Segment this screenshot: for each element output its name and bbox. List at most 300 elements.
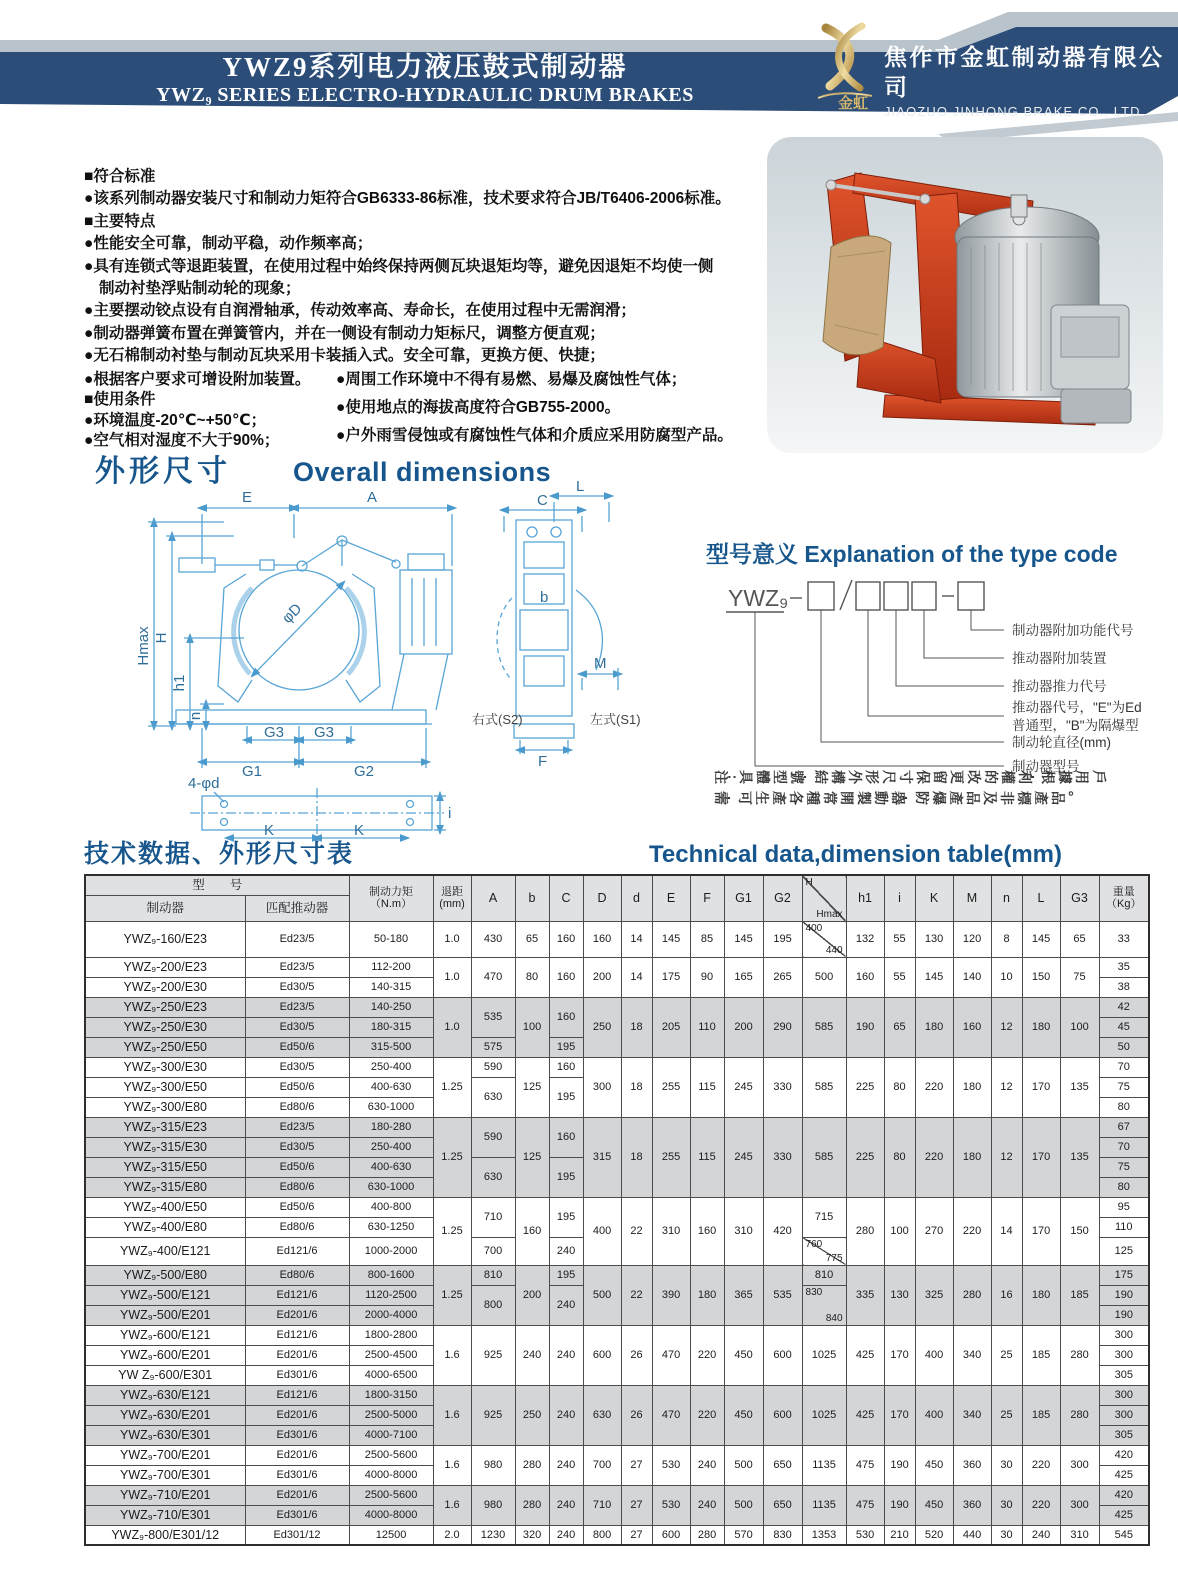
table-cell: 500 <box>802 957 846 997</box>
table-cell: 190 <box>1099 1305 1149 1325</box>
table-cell: Ed23/5 <box>245 1117 349 1137</box>
dim-G1: G1 <box>242 763 263 780</box>
rotated-char: , <box>901 796 918 803</box>
table-cell: 160 <box>549 997 583 1037</box>
table-cell: 1.25 <box>433 1117 471 1197</box>
table-cell: 100 <box>515 997 549 1057</box>
table-cell: 2500-5000 <box>349 1405 433 1425</box>
model-cell: YWZ₉-250/E23 <box>85 997 245 1017</box>
table-cell: 320 <box>515 1525 549 1545</box>
table-cell: 180 <box>915 997 953 1057</box>
table-cell: 650 <box>763 1445 802 1485</box>
table-cell: 180-315 <box>349 1017 433 1037</box>
table-cell: 425 <box>1099 1465 1149 1485</box>
th-Hmax: Hmax <box>816 908 843 920</box>
table-cell: 145 <box>724 921 763 957</box>
intro-line: ●根据客户要求可增设附加装置。 <box>84 370 311 388</box>
table-cell: 190 <box>846 997 884 1057</box>
table-cell: 535 <box>471 997 515 1037</box>
table-cell: 220 <box>690 1385 724 1445</box>
table-cell: 585 <box>802 997 846 1057</box>
intro-line: ●使用地点的海拔高度符合GB755-2000。 <box>336 398 621 416</box>
model-cell: YWZ₉-500/E121 <box>85 1285 245 1305</box>
table-cell: 600 <box>763 1385 802 1445</box>
dim-b: b <box>540 589 549 606</box>
typecode-diagram <box>706 566 1176 778</box>
intro-lines <box>84 166 776 368</box>
typecode-label-model: 制动器型号 <box>1012 759 1080 774</box>
table-cell: Ed301/6 <box>245 1425 349 1445</box>
table-cell: 1025 <box>802 1385 846 1445</box>
table-cell: 1353 <box>802 1525 846 1545</box>
table-cell: 4000-6500 <box>349 1365 433 1385</box>
typecode-prefix: YWZ₉ <box>728 585 789 611</box>
th-L: L <box>1022 875 1060 921</box>
table-cell: 315 <box>583 1117 621 1197</box>
table-cell: 1.0 <box>433 957 471 997</box>
company-name-en: JIAOZUO JINHONG BRAKE CO., LTD. <box>884 104 1146 119</box>
table-cell: 630-1250 <box>349 1217 433 1237</box>
table-row <box>85 957 1149 977</box>
table-cell: 75 <box>1099 1157 1149 1177</box>
table-cell: 500 <box>724 1445 763 1485</box>
title-english: YWZ₉ SERIES ELECTRO-HYDRAULIC DRUM BRAKES <box>156 84 694 106</box>
dim-h1: h1 <box>171 674 188 692</box>
rotated-char: 寸 <box>897 770 914 787</box>
table-cell: 240 <box>690 1485 724 1525</box>
table-cell: 30 <box>991 1525 1022 1545</box>
model-cell: YWZ₉-700/E301 <box>85 1465 245 1485</box>
th-A: A <box>471 875 515 921</box>
table-cell: 1025 <box>802 1325 846 1385</box>
table-cell: 340 <box>953 1325 991 1385</box>
rotated-char: 據 <box>1057 770 1074 787</box>
th-h1: h1 <box>846 875 884 921</box>
table-cell: 1.25 <box>433 1197 471 1265</box>
table-cell: 180-280 <box>349 1117 433 1137</box>
table-cell: 255 <box>652 1057 690 1117</box>
table-cell: 65 <box>1060 921 1099 957</box>
dim-F: F <box>538 753 548 770</box>
rotated-char: 號 <box>788 770 805 787</box>
intro-line: ●周围工作环境中不得有易燃、易爆及腐蚀性气体； <box>336 370 687 388</box>
table-cell: 450 <box>724 1385 763 1445</box>
table-cell: 310 <box>724 1197 763 1265</box>
intro-line: ●具有连锁式等退距装置，在使用过程中始终保持两侧瓦块退矩均等，避免因退矩不均使一侧 <box>84 257 714 275</box>
table-cell: 140 <box>953 957 991 997</box>
table-cell: 300 <box>1060 1445 1099 1485</box>
table-cell: 45 <box>1099 1017 1149 1037</box>
table-cell: 290 <box>763 997 802 1057</box>
intro-left-column <box>84 370 336 454</box>
table-cell: Ed301/6 <box>245 1505 349 1525</box>
table-cell: 715 <box>802 1197 846 1237</box>
dim-L: L <box>576 478 585 495</box>
table-cell: 240 <box>549 1325 583 1385</box>
table-cell: 630 <box>471 1157 515 1197</box>
table-cell-diagonal <box>802 921 846 957</box>
rotated-char: 形 <box>863 770 880 787</box>
table-cell: 12 <box>991 997 1022 1057</box>
diag-lower-value: 840 <box>825 1312 843 1324</box>
table-cell: Ed80/6 <box>245 1217 349 1237</box>
table-cell: 305 <box>1099 1425 1149 1445</box>
table-cell: 4000-8000 <box>349 1505 433 1525</box>
dim-A: A <box>367 489 378 506</box>
table-cell: 250 <box>583 997 621 1057</box>
dim-phiD: φD <box>278 600 306 627</box>
label-right-style: 右式(S2) <box>472 712 523 727</box>
table-cell: 80 <box>884 1057 915 1117</box>
dimension-drawing <box>84 478 684 846</box>
table-cell: 125 <box>515 1117 549 1197</box>
dim-Hmax: Hmax <box>135 626 152 666</box>
table-cell: 585 <box>802 1117 846 1197</box>
table-cell: 475 <box>846 1485 884 1525</box>
table-cell: Ed201/6 <box>245 1345 349 1365</box>
th-retreat <box>433 875 471 921</box>
dim-Kb: K <box>354 822 365 839</box>
table-cell: 160 <box>549 1117 583 1157</box>
intro-columns <box>84 370 776 454</box>
table-cell: Ed121/6 <box>245 1325 349 1345</box>
table-cell: 14 <box>621 957 652 997</box>
th-G3: G3 <box>1060 875 1099 921</box>
table-cell: 240 <box>549 1485 583 1525</box>
typecode-label-attachment: 推动器附加装置 <box>1012 651 1107 666</box>
diag-upper-value: 830 <box>805 1286 823 1298</box>
table-cell: 250 <box>515 1385 549 1445</box>
table-cell: 165 <box>724 957 763 997</box>
th-K: K <box>915 875 953 921</box>
table-cell: 470 <box>652 1385 690 1445</box>
table-cell: 195 <box>549 1077 583 1117</box>
table-cell: 160 <box>953 997 991 1057</box>
table-cell: 440 <box>953 1525 991 1545</box>
typecode-label-pushercode-2: 普通型，"B"为隔爆型 <box>1012 718 1139 733</box>
model-cell: YWZ₉-200/E30 <box>85 977 245 997</box>
table-cell: 240 <box>1022 1525 1060 1545</box>
table-row <box>85 1197 1149 1217</box>
table-row <box>85 1325 1149 1345</box>
table-cell: 100 <box>884 1197 915 1265</box>
rotated-char: 結 <box>812 770 829 787</box>
table-cell: 130 <box>884 1265 915 1325</box>
typecode-labels <box>1012 622 1142 774</box>
rotated-char: , <box>800 775 817 782</box>
table-cell: 280 <box>690 1525 724 1545</box>
table-cell: Ed30/5 <box>245 1137 349 1157</box>
model-cell: YWZ₉-710/E201 <box>85 1485 245 1505</box>
table-cell: 280 <box>846 1197 884 1265</box>
table-cell: 110 <box>1099 1217 1149 1237</box>
rotated-char: 標 <box>1015 791 1032 808</box>
th-H: H <box>805 877 813 888</box>
table-cell: 430 <box>471 921 515 957</box>
table-cell: 22 <box>621 1265 652 1325</box>
table-cell: 240 <box>549 1237 583 1265</box>
table-cell: Ed23/5 <box>245 921 349 957</box>
table-cell: 590 <box>471 1117 515 1157</box>
model-cell: YWZ₉-300/E50 <box>85 1077 245 1097</box>
table-cell: 200 <box>515 1265 549 1325</box>
model-cell: YWZ₉-250/E50 <box>85 1037 245 1057</box>
rotated-char: 尺 <box>880 770 897 787</box>
table-cell: 115 <box>690 1117 724 1197</box>
rotated-char: : <box>725 774 742 783</box>
table-heading-en: Technical data,dimension table(mm) <box>649 841 1062 868</box>
table-cell: 180 <box>1022 1265 1060 1325</box>
table-cell: 1.6 <box>433 1385 471 1445</box>
dim-n: n <box>187 711 204 721</box>
model-cell: YWZ₉-400/E80 <box>85 1217 245 1237</box>
table-cell: 12 <box>991 1057 1022 1117</box>
typecode-heading-en: Explanation of the type code <box>804 541 1118 567</box>
table-cell: 810 <box>802 1265 846 1285</box>
table-cell: 590 <box>471 1057 515 1077</box>
rotated-char: 注 <box>713 770 729 787</box>
dim-i: i <box>448 805 452 822</box>
table-cell: 75 <box>1099 1077 1149 1097</box>
table-cell: 190 <box>884 1485 915 1525</box>
typecode-label-function: 制动器附加功能代号 <box>1012 623 1134 638</box>
th-model-group: 型 号 <box>85 875 349 895</box>
table-cell: 25 <box>991 1385 1022 1445</box>
table-cell: 18 <box>621 997 652 1057</box>
table-cell: 520 <box>915 1525 953 1545</box>
table-cell: 1.0 <box>433 997 471 1057</box>
table-cell: 1.0 <box>433 921 471 957</box>
table-cell: 1.6 <box>433 1485 471 1525</box>
table-cell: 1.25 <box>433 1057 471 1117</box>
table-cell: 195 <box>549 1157 583 1197</box>
table-cell: 980 <box>471 1445 515 1485</box>
table-cell: 160 <box>549 957 583 997</box>
model-cell: YWZ₉-250/E30 <box>85 1017 245 1037</box>
table-cell: 710 <box>471 1197 515 1237</box>
th-G2: G2 <box>763 875 802 921</box>
table-cell: 55 <box>884 957 915 997</box>
table-cell: 315-500 <box>349 1037 433 1057</box>
table-cell: 85 <box>690 921 724 957</box>
table-cell: 27 <box>621 1485 652 1525</box>
table-cell: 305 <box>1099 1365 1149 1385</box>
table-cell: Ed201/6 <box>245 1305 349 1325</box>
label-left-style: 左式(S1) <box>590 712 641 727</box>
table-cell: 425 <box>1099 1505 1149 1525</box>
table-cell: 22 <box>621 1197 652 1265</box>
table-cell: 245 <box>724 1057 763 1117</box>
rotated-char: 防 <box>913 791 930 808</box>
rotated-char: 開 <box>838 791 855 808</box>
table-cell: 175 <box>1099 1265 1149 1285</box>
table-cell: 330 <box>763 1117 802 1197</box>
table-cell: 132 <box>846 921 884 957</box>
rotated-char: 型 <box>771 770 788 787</box>
company-logo-icon <box>812 22 878 114</box>
rotated-char: 產 <box>947 791 964 808</box>
table-cell: 220 <box>1022 1485 1060 1525</box>
table-cell: 360 <box>953 1485 991 1525</box>
table-cell: 75 <box>1060 957 1099 997</box>
table-cell: 130 <box>915 921 953 957</box>
table-cell: 170 <box>1022 1117 1060 1197</box>
table-cell: 200 <box>583 957 621 997</box>
table-cell: 250-400 <box>349 1057 433 1077</box>
table-row <box>85 1057 1149 1077</box>
table-cell: 545 <box>1099 1525 1149 1545</box>
rotated-char: 權 <box>999 770 1016 787</box>
table-cell: 400 <box>583 1197 621 1265</box>
dim-E: E <box>242 489 253 506</box>
table-cell: Ed301/12 <box>245 1525 349 1545</box>
table-cell: 27 <box>621 1525 652 1545</box>
th-torque <box>349 875 433 921</box>
table-cell: 120 <box>953 921 991 957</box>
rotated-char: 具 <box>737 770 754 787</box>
table-cell: 210 <box>884 1525 915 1545</box>
table-cell: 255 <box>652 1117 690 1197</box>
table-cell: 300 <box>583 1057 621 1117</box>
table-row <box>85 1525 1149 1545</box>
dim-H: H <box>153 632 170 644</box>
table-cell: 300 <box>1099 1405 1149 1425</box>
table-cell: Ed50/6 <box>245 1037 349 1057</box>
diag-lower-value: 440 <box>825 944 843 956</box>
table-cell: 70 <box>1099 1057 1149 1077</box>
rotated-char: 改 <box>965 770 982 787</box>
spec-table-head <box>85 875 1149 921</box>
intro-section <box>84 166 776 454</box>
table-cell: Ed121/6 <box>245 1385 349 1405</box>
table-cell: 2500-5600 <box>349 1485 433 1505</box>
table-cell: 170 <box>1022 1197 1060 1265</box>
table-cell: 80 <box>884 1117 915 1197</box>
table-cell: 33 <box>1099 921 1149 957</box>
table-cell: 360 <box>953 1445 991 1485</box>
table-cell: 810 <box>471 1265 515 1285</box>
th-H-Hmax <box>802 875 846 921</box>
table-row <box>85 1485 1149 1505</box>
rotated-char: 及 <box>981 791 998 808</box>
table-cell: 300 <box>1060 1485 1099 1525</box>
table-cell: 14 <box>621 921 652 957</box>
table-row <box>85 1265 1149 1285</box>
table-cell: 145 <box>915 957 953 997</box>
table-cell: 420 <box>1099 1485 1149 1505</box>
intro-line: ●该系列制动器安装尺寸和制动力矩符合GB6333-86标准，技术要求符合JB/T6406-2006标准。 <box>84 190 731 208</box>
th-brake: 制动器 <box>85 895 245 921</box>
table-cell: 650 <box>763 1485 802 1525</box>
dim-M: M <box>594 655 607 672</box>
table-cell: Ed301/6 <box>245 1365 349 1385</box>
table-cell: 50-180 <box>349 921 433 957</box>
table-cell: 16 <box>991 1265 1022 1325</box>
table-cell: 800-1600 <box>349 1265 433 1285</box>
table-cell: 1135 <box>802 1445 846 1485</box>
table-cell: 12 <box>991 1117 1022 1197</box>
dimensions-heading-en: Overall dimensions <box>293 457 552 487</box>
table-cell: 150 <box>1060 1197 1099 1265</box>
table-cell: Ed80/6 <box>245 1177 349 1197</box>
table-cell: 2500-5600 <box>349 1445 433 1465</box>
table-cell: 135 <box>1060 1117 1099 1197</box>
rotated-char: , <box>1028 775 1045 782</box>
rotated-char: 構 <box>829 770 846 787</box>
diag-upper-value: 400 <box>805 922 823 934</box>
table-cell: 240 <box>549 1285 583 1325</box>
table-cell: 300 <box>1099 1385 1149 1405</box>
spec-table-wrap <box>84 874 1150 1546</box>
table-cell: 195 <box>549 1265 583 1285</box>
th-retreat-line2: (mm) <box>439 898 465 911</box>
th-b: b <box>515 875 549 921</box>
table-cell: 830 <box>763 1525 802 1545</box>
rotated-char: 各 <box>787 791 804 808</box>
table-cell: Ed201/6 <box>245 1405 349 1425</box>
table-cell: 585 <box>802 1057 846 1117</box>
rotated-char: 。 <box>1066 791 1083 808</box>
logo-text: 金虹 <box>838 95 869 112</box>
table-cell: 925 <box>471 1325 515 1385</box>
table-cell: 26 <box>621 1325 652 1385</box>
table-cell: Ed23/5 <box>245 957 349 977</box>
table-cell: 18 <box>621 1117 652 1197</box>
model-cell: YWZ₉-200/E23 <box>85 957 245 977</box>
typecode-note <box>712 768 1164 810</box>
page-title <box>90 52 760 108</box>
table-cell: 470 <box>471 957 515 997</box>
table-cell: 280 <box>1060 1325 1099 1385</box>
rotated-char: 留 <box>931 770 948 787</box>
spec-table-body <box>85 921 1149 1545</box>
table-cell: 475 <box>846 1445 884 1485</box>
model-cell: YWZ₉-710/E301 <box>85 1505 245 1525</box>
table-cell: 700 <box>583 1445 621 1485</box>
model-cell: YWZ₉-630/E121 <box>85 1385 245 1405</box>
table-cell: 125 <box>1099 1237 1149 1265</box>
model-cell: YWZ₉-400/E121 <box>85 1237 245 1265</box>
dim-Ka: K <box>264 822 275 839</box>
table-cell: 425 <box>846 1325 884 1385</box>
table-cell: 1.6 <box>433 1325 471 1385</box>
table-cell: Ed30/5 <box>245 977 349 997</box>
model-cell: YWZ₉-700/E201 <box>85 1445 245 1465</box>
model-cell: YWZ₉-500/E80 <box>85 1265 245 1285</box>
table-cell: 145 <box>1022 921 1060 957</box>
th-pusher: 匹配推动器 <box>245 895 349 921</box>
table-cell: 67 <box>1099 1117 1149 1137</box>
table-cell: 600 <box>583 1325 621 1385</box>
table-cell: 330 <box>763 1057 802 1117</box>
table-cell: 80 <box>1099 1177 1149 1197</box>
table-cell: 25 <box>991 1325 1022 1385</box>
table-cell: 1000-2000 <box>349 1237 433 1265</box>
table-cell: 160 <box>583 921 621 957</box>
table-cell: 80 <box>515 957 549 997</box>
table-cell: 112-200 <box>349 957 433 977</box>
table-cell: 195 <box>549 1037 583 1057</box>
table-cell: 310 <box>652 1197 690 1265</box>
table-cell: 190 <box>1099 1285 1149 1305</box>
th-G1: G1 <box>724 875 763 921</box>
th-weight-line1: 重量 <box>1112 886 1135 899</box>
table-cell: 240 <box>549 1385 583 1445</box>
table-cell: 190 <box>884 1445 915 1485</box>
intro-line: ●户外雨雪侵蚀或有腐蚀性气体和介质应采用防腐型产品。 <box>336 426 733 444</box>
table-cell: 530 <box>652 1445 690 1485</box>
table-cell: 225 <box>846 1117 884 1197</box>
